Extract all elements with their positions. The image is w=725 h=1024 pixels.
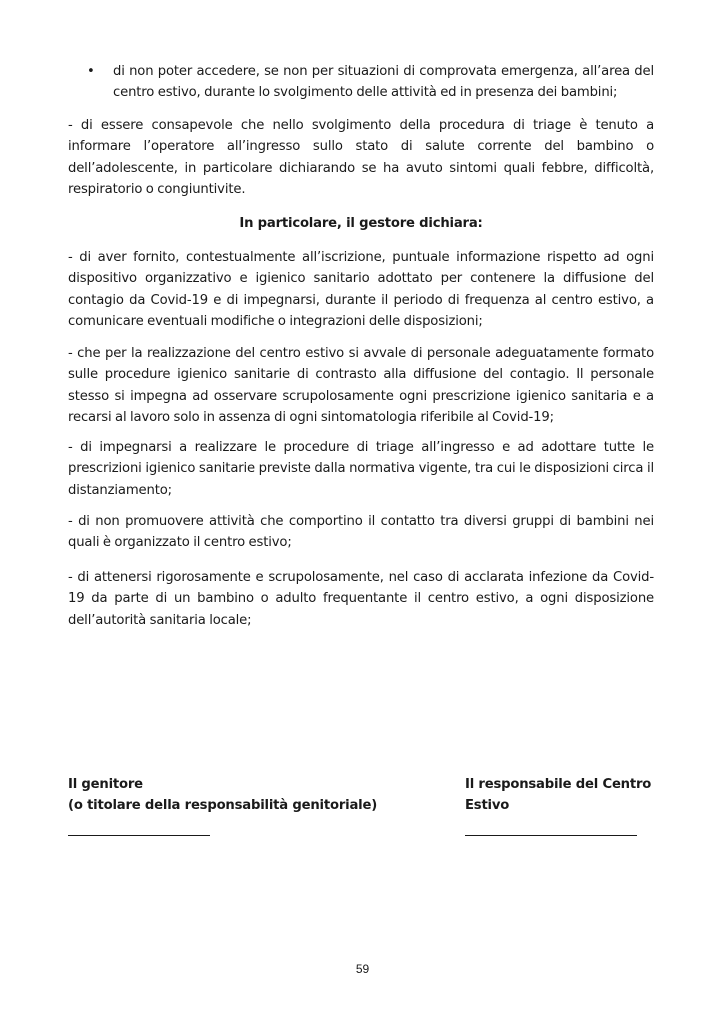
signature-manager-subtitle: Estivo — [465, 798, 510, 814]
section-heading: In particolare, il gestore dichiara: — [239, 216, 483, 231]
signature-parent-subtitle: (o titolare della responsabilità genitoriale) — [68, 798, 378, 814]
paragraph-triage-awareness: - di essere consapevole che nello svolgimento della procedura di triage è tenuto a informare l’operatore all’ingresso sullo stato di salute corrente del bambino o dell’adolescente, in particolare dichiarando se ha avuto sintomi quali febbre, difficoltà, respiratorio o congiuntivite. — [68, 118, 654, 198]
signature-manager-line — [465, 835, 637, 836]
signature-manager — [465, 774, 651, 817]
bullet-text: di non poter accedere, se non per situazioni di comprovata emergenza, all’area del centro estivo, durante lo svolgimento delle attività ed in presenza dei bambini; — [113, 64, 654, 101]
page-number: 59 — [355, 962, 370, 976]
signature-manager-title: Il responsabile del Centro — [465, 777, 652, 792]
signature-parent-title: Il genitore — [68, 777, 143, 792]
signature-parent-line — [68, 835, 210, 836]
signature-parent — [68, 774, 377, 817]
bullet-item — [87, 61, 654, 104]
paragraph-infection: - di attenersi rigorosamente e scrupolosamente, nel caso di acclarata infezione da Covid-19 da parte di un bambino o adulto frequentante il centro estivo, a ogni disposizione dell’autorità sanitaria locale; — [68, 570, 654, 628]
paragraph-staff: - che per la realizzazione del centro estivo si avvale di personale adeguatamente formato sulle procedure igienico sanitarie di contrasto alla diffusione del contagio. Il personale stesso si impegna ad osservare scrupolosamente ogni prescrizione igienico sanitaria e a recarsi al lavoro solo in assenza di ogni sintomatologia riferibile al Covid-19; — [68, 346, 654, 426]
paragraph-information: - di aver fornito, contestualmente all’iscrizione, puntuale informazione rispetto ad ogni dispositivo organizzativo e igienico sanitario adottato per contenere la diffusione del contagio da Covid-19 e di impegnarsi, durante il periodo di frequenza al centro estivo, a comunicare eventuali modifiche o integrazioni delle disposizioni; — [68, 250, 654, 330]
bullet-symbol: • — [87, 64, 95, 79]
paragraph-triage-procedures: - di impegnarsi a realizzare le procedure di triage all’ingresso e ad adottare tutte le prescrizioni igienico sanitarie previste dalla normativa vigente, tra cui le disposizioni circa il distanziamento; — [68, 440, 654, 498]
paragraph-no-contact: - di non promuovere attività che comportino il contatto tra diversi gruppi di bambini nei quali è organizzato il centro estivo; — [68, 514, 654, 551]
